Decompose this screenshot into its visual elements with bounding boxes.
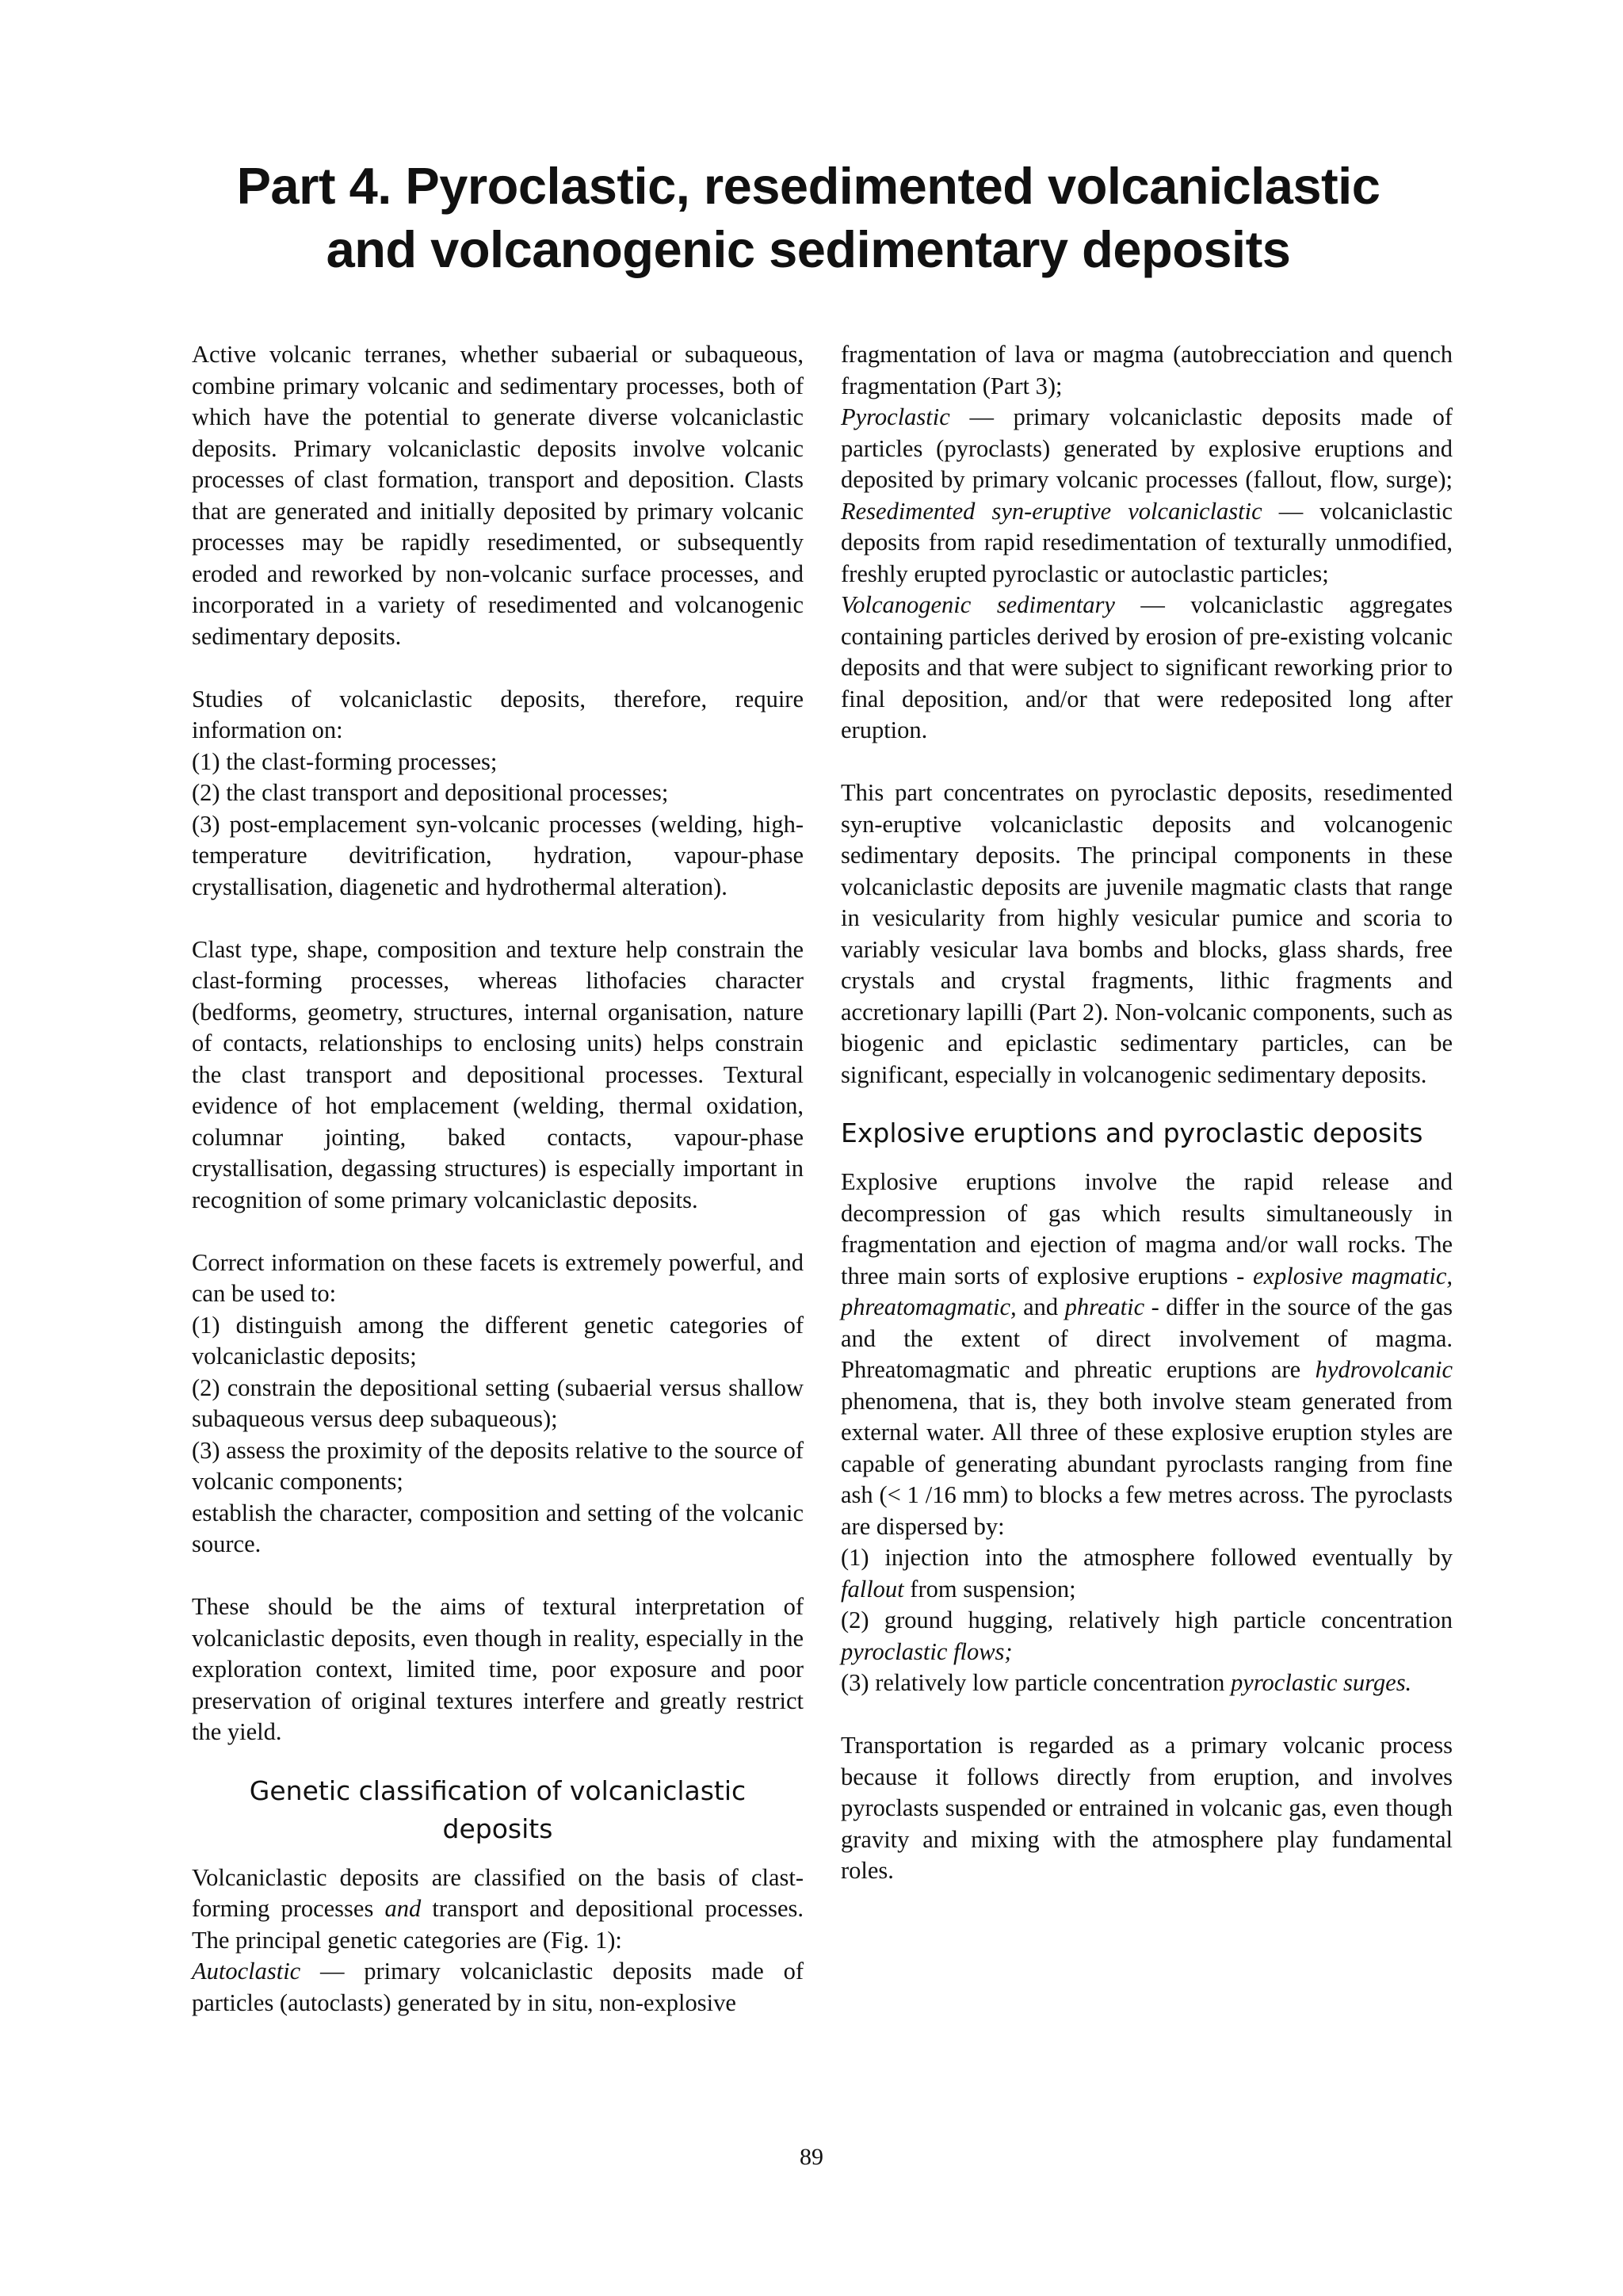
page-title [190, 155, 1426, 281]
right-column [841, 339, 1453, 1918]
explosive-text-a: Explosive eruptions involve the rapid release and decompression of gas which results simultaneously in fragmentation and ejection of magma and/or wall rocks. The three main sorts of explosive eruptions - [841, 1168, 1453, 1289]
definitions-block [841, 339, 1453, 747]
page-number: 89 [800, 2144, 823, 2170]
aims-paragraph: These should be the aims of textural interpretation of volcaniclastic deposits, even though in reality, especially in the exploration context, limited time, poor exposure and poor preservation of original textures interfere and greatly restrict the yield. [192, 1593, 804, 1745]
volcanogenic-term: Volcanogenic sedimentary [841, 591, 1115, 618]
explosive-italic-2: phreatic [1064, 1293, 1145, 1320]
dispersal-item-3-italic: pyroclastic surges. [1231, 1669, 1412, 1696]
autoclastic-definition [192, 1956, 804, 2019]
resedimented-term: Resedimented syn-eruptive volcaniclastic [841, 497, 1262, 525]
dispersal-item-1 [841, 1542, 1453, 1605]
correct-info-item-4: establish the character, composition and setting of the volcanic source. [192, 1499, 804, 1557]
volcanogenic-text: — volcaniclastic aggregates containing particles derived by erosion of pre-existing volcanic deposits and that were subject to significant reworking prior to final deposition, and/or that were redeposited long after eruption. [841, 591, 1453, 743]
explosive-text-c: - differ in the source of the gas and the extent of direct involvement of magma. Phreatomagmatic and phreatic eruptions are [841, 1293, 1453, 1383]
volcanogenic-definition [841, 590, 1453, 747]
transportation-paragraph: Transportation is regarded as a primary volcanic process because it follows directly from eruption, and involves pyroclasts suspended or entrained in volcanic gas, even though gravity and mixing with the atmosphere play fundamental roles. [841, 1732, 1453, 1884]
resedimented-text: — volcaniclastic deposits from rapid resedimentation of texturally unmodified, freshly erupted pyroclastic or autoclastic particles; [841, 497, 1453, 587]
autoclastic-continuation: fragmentation of lava or magma (autobrecciation and quench fragmentation (Part 3); [841, 341, 1453, 399]
concentration-paragraph: This part concentrates on pyroclastic deposits, resedimented syn-eruptive volcaniclastic deposits and volcanogenic sedimentary deposits. The principal components in these volcaniclastic deposits are juvenile magmatic clasts that range in vesicularity from highly vesicular pumice and scoria to variably vesicular lava bombs and blocks, glass shards, free crystals and crystal fragments, lithic fragments and accretionary lapilli (Part 2). Non-volcanic components, such as biogenic and epiclastic sedimentary particles, can be significant, especially in volcanogenic sedimentary deposits. [841, 779, 1453, 1088]
correct-info-paragraph [192, 1247, 804, 1561]
explosive-eruptions-paragraph [841, 1167, 1453, 1699]
studies-item-3: (3) post-emplacement syn-volcanic processes (welding, high-temperature devitrification, hydration, vapour-phase crystallisation, diagenetic and hydrothermal alteration). [192, 810, 804, 900]
dispersal-item-2-text: (2) ground hugging, relatively high particle concentration [841, 1606, 1453, 1633]
correct-info-item-2: (2) constrain the depositional setting (subaerial versus shallow subaqueous versus deep subaqueous); [192, 1373, 804, 1432]
autoclastic-term: Autoclastic [192, 1958, 301, 1985]
explosive-eruptions-heading: Explosive eruptions and pyroclastic deposits [841, 1117, 1423, 1148]
correct-info-intro: Correct information on these facets is extremely powerful, and can be used to: [192, 1248, 804, 1307]
dispersal-item-1-text-b: from suspension; [903, 1575, 1076, 1603]
studies-item-1: (1) the clast-forming processes; [192, 747, 498, 775]
explosive-text-b: and [1016, 1293, 1065, 1320]
dispersal-item-1-text-a: (1) injection into the atmosphere followed eventually by [841, 1544, 1453, 1571]
page-title-line-2: and volcanogenic sedimentary deposits [326, 220, 1291, 278]
clast-type-paragraph: Clast type, shape, composition and texture help constrain the clast-forming processes, whereas lithofacies character (bedforms, geometry, structures, internal organisation, nature of contacts, relationships to enclosing units) helps constrain the clast transport and depositional processes. Textural evidence of hot emplacement (welding, thermal oxidation, columnar jointing, baked contacts, vapour-phase crystallisation, degassing structures) is especially important in recognition of some primary volcaniclastic deposits. [192, 935, 804, 1213]
studies-intro: Studies of volcaniclastic deposits, therefore, require information on: [192, 685, 804, 743]
studies-paragraph [192, 684, 804, 904]
classification-and: and [384, 1895, 422, 1922]
pyroclastic-definition [841, 402, 1453, 590]
explosive-italic-1: explosive magmatic, phreatomagmatic, [841, 1262, 1453, 1320]
classification-text-a: Volcaniclastic deposits are classified on the basis of clast-forming processes [192, 1863, 804, 1922]
explosive-eruptions-text [841, 1167, 1453, 1542]
correct-info-item-1: (1) distinguish among the different genetic categories of volcaniclastic deposits; [192, 1311, 804, 1370]
intro-paragraph: Active volcanic terranes, whether subaerial or subaqueous, combine primary volcanic and sedimentary processes, both of which have the potential to generate diverse volcaniclastic deposits. Primary volcaniclastic deposits involve volcanic processes of clast formation, transport and deposition. Clasts that are generated and initially deposited by primary volcanic processes may be rapidly resedimented, or subsequently eroded and reworked by non-volcanic surface processes, and incorporated in a variety of resedimented and volcanogenic sedimentary deposits. [192, 341, 804, 650]
explosive-italic-3: hydrovolcanic [1315, 1356, 1453, 1383]
dispersal-item-3-text: (3) relatively low particle concentration [841, 1669, 1232, 1696]
pyroclastic-text: — primary volcaniclastic deposits made of particles (pyroclasts) generated by explosive eruptions and deposited by primary volcanic processes (fallout, flow, surge); [841, 403, 1453, 493]
correct-info-item-3: (3) assess the proximity of the deposits relative to the source of volcanic components; [192, 1436, 804, 1495]
classification-text-b: transport and depositional processes. The principal genetic categories are (Fig. 1): [192, 1895, 804, 1954]
classification-paragraph [192, 1862, 804, 1957]
pyroclastic-term: Pyroclastic [841, 403, 950, 430]
autoclastic-text: — primary volcaniclastic deposits made of particles (autoclasts) generated by in situ, non-explosive [192, 1958, 804, 2016]
dispersal-item-2 [841, 1605, 1453, 1668]
dispersal-item-1-italic: fallout [841, 1575, 904, 1603]
dispersal-item-3 [841, 1668, 1453, 1699]
genetic-classification-heading: Genetic classification of volcaniclastic deposits [249, 1775, 747, 1844]
dispersal-item-2-italic: pyroclastic flows; [841, 1637, 1013, 1665]
explosive-text-d: phenomena, that is, they both involve steam generated from external water. All three of these explosive eruption styles are capable of generating abundant pyroclasts ranging from fine ash (< 1 /16 mm) to blocks a few metres across. The pyroclasts are dispersed by: [841, 1387, 1453, 1540]
page-title-line-1: Part 4. Pyroclastic, resedimented volcaniclastic [236, 157, 1381, 215]
left-column [192, 339, 804, 2019]
studies-item-2: (2) the clast transport and depositional processes; [192, 779, 669, 806]
